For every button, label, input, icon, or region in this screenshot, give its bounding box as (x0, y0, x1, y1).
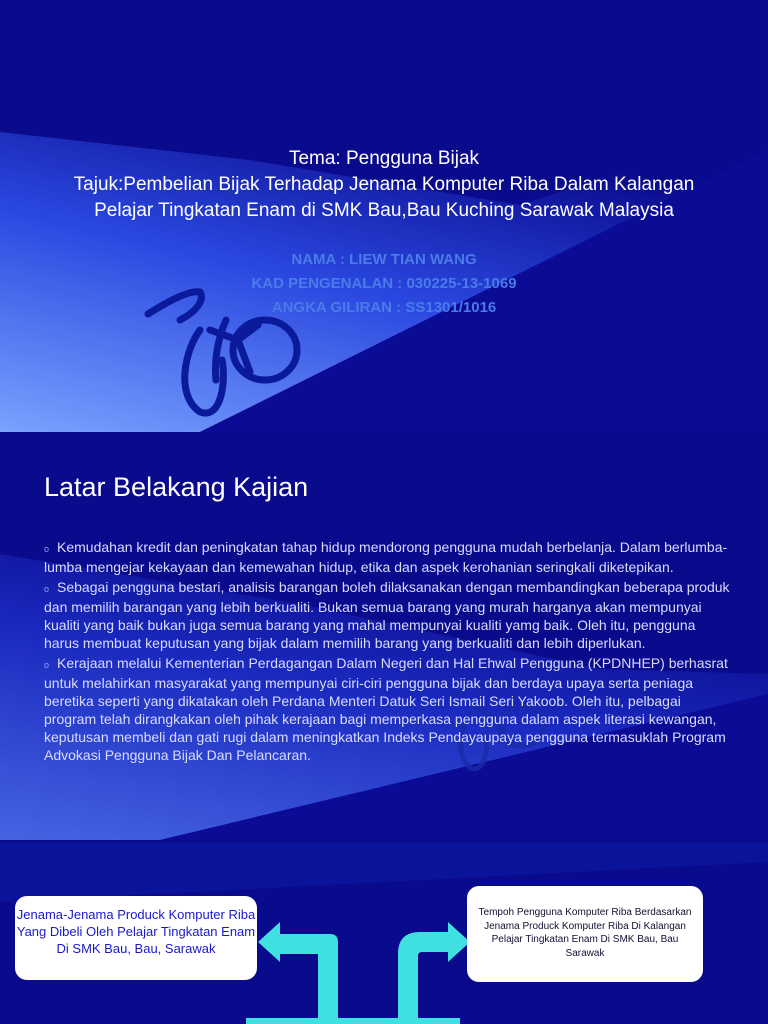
connector-bar (246, 1018, 460, 1024)
student-name: NAMA : LIEW TIAN WANG (291, 251, 477, 268)
title-line: Pelajar Tingkatan Enam di SMK Bau,Bau Kuching Sarawak Malaysia (94, 200, 674, 221)
left-info-box: Jenama-Jenama Produck Komputer Riba Yang Dibeli Oleh Pelajar Tingkatan Enam Di SMK Bau, Bau, Sarawak (15, 896, 257, 980)
title-line: Tema: Pengguna Bijak (288, 148, 480, 169)
title-line: Tajuk:Pembelian Bijak Terhadap Jenama Komputer Riba Dalam Kalangan (73, 174, 695, 195)
bullet-icon: o (44, 544, 50, 554)
diagram-slide (0, 842, 768, 1024)
title-text (0, 146, 768, 224)
background-slide (0, 434, 768, 840)
paragraph-text: Kerajaan melalui Kementerian Perdagangan Dalam Negeri dan Hal Ehwal Pengguna (KPDNHEP) berhasrat untuk melahirkan masyarakat yang mempunyai ciri-ciri pengguna bijak dan berdaya upaya serta peniaga beretika seperti yang dikatakan oleh Perdana Menteri Datuk Seri Ismail Seri Yakoob. Oleh itu, pelbagai program telah dirangkakan oleh pihak kerajaan bagi memperkasa pengguna dalam aspek literasi kewangan, keputusan membeli dan gati rugi dalam meningkatkan Indeks Pendayaupaya pengguna termasuklah Program Advokasi Pengguna Bijak Dan Pelancaran. (44, 655, 728, 763)
student-info (0, 248, 768, 320)
title-slide (0, 0, 768, 432)
paragraph-text: Sebagai pengguna bestari, analisis barangan boleh dilaksanakan dengan membandingkan beberapa produk dan memilih barangan yang lebih berkualiti. Bukan semua barang yang murah harganya akan mempunyai kualiti yang baik bukan juga semua barang yang mahal mempunyai kualiti yamg baik. Oleh itu, pengguna harus membuat keputusan yang bijak dalam memilih barang yang berkualiti dan lebih diperlukan. (44, 579, 730, 651)
student-ic: KAD PENGENALAN : 030225-13-1069 (251, 275, 517, 292)
section-heading: Latar Belakang Kajian (44, 472, 309, 502)
paragraph (44, 578, 734, 652)
right-info-box: Tempoh Pengguna Komputer Riba Berdasarkan Jenama Produck Komputer Riba Di Kalangan Pelajar Tingkatan Enam Di SMK Bau, Bau Sarawak (467, 886, 703, 982)
bullet-icon: o (44, 584, 50, 594)
bullet-icon: o (44, 660, 50, 670)
paragraph (44, 654, 734, 764)
paragraph (44, 538, 734, 576)
student-index: ANGKA GILIRAN : SS1301/1016 (271, 299, 497, 316)
section-body (44, 538, 734, 766)
paragraph-text: Kemudahan kredit dan peningkatan tahap hidup mendorong pengguna mudah berbelanja. Dalam berlumba-lumba mengejar kekayaan dan kemewahan hidup, etika dan aspek kerohanian seringkali diketepikan. (44, 539, 728, 575)
